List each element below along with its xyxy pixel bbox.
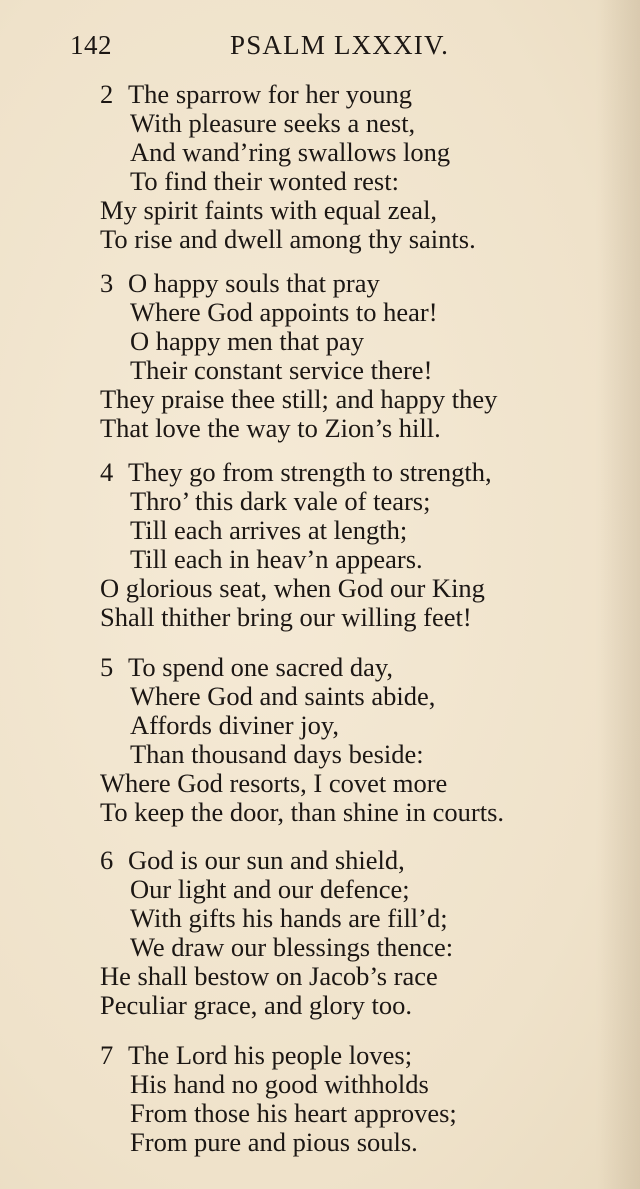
stanza-line: To keep the door, than shine in courts. [100,797,505,827]
stanza-line: Affords diviner joy, [130,710,340,740]
page-number: 142 [70,30,112,60]
stanza-line: His hand no good withholds [130,1069,429,1099]
stanza-line: We draw our blessings thence: [130,932,454,962]
stanza-line: Thro’ this dark vale of tears; [130,486,431,516]
stanza-line: Where God resorts, I covet more [100,768,448,798]
stanza-line: Where God appoints to hear! [130,297,438,327]
stanza-line: 4 They go from strength to strength, [100,457,492,487]
page-header [0,30,640,70]
stanza-line: With pleasure seeks a nest, [130,108,416,138]
stanza-line: 2 The sparrow for her young [100,79,413,109]
stanza-line: O glorious seat, when God our King [100,573,485,603]
stanza-line: Than thousand days beside: [130,739,424,769]
stanza-line: O happy men that pay [130,326,365,356]
page-edge-shadow [600,0,640,1189]
stanza-line: Till each in heav’n appears. [130,544,423,574]
stanza-number: 7 [100,1040,114,1070]
stanza-line: Till each arrives at length; [130,515,408,545]
stanza-line: My spirit faints with equal zeal, [100,195,438,225]
stanza-line: To find their wonted rest: [130,166,399,196]
stanza-line: From those his heart approves; [130,1098,457,1128]
stanza-number: 4 [100,457,114,487]
stanza-line: Where God and saints abide, [130,681,436,711]
stanza-line: 6 God is our sun and shield, [100,845,405,875]
stanza-line: 7 The Lord his people loves; [100,1040,413,1070]
stanza-line: From pure and pious souls. [130,1127,418,1157]
stanza-line: Peculiar grace, and glory too. [100,990,412,1020]
stanza-line: That love the way to Zion’s hill. [100,413,441,443]
stanza-number: 6 [100,845,114,875]
stanza-line: And wand’ring swallows long [130,137,451,167]
stanza-line: They praise thee still; and happy they [100,384,498,414]
stanza-line: Our light and our defence; [130,874,410,904]
stanza-line: Their constant service there! [130,355,433,385]
stanza-line: 3 O happy souls that pray [100,268,380,298]
stanza-line: 5 To spend one sacred day, [100,652,394,682]
running-title: PSALM LXXXIV. [230,30,450,60]
stanza-line: He shall bestow on Jacob’s race [100,961,438,991]
stanza-line: With gifts his hands are fill’d; [130,903,448,933]
stanza-number: 2 [100,79,114,109]
stanza-line: To rise and dwell among thy saints. [100,224,476,254]
stanza-number: 3 [100,268,114,298]
stanza-number: 5 [100,652,114,682]
stanza-line: Shall thither bring our willing feet! [100,602,472,632]
